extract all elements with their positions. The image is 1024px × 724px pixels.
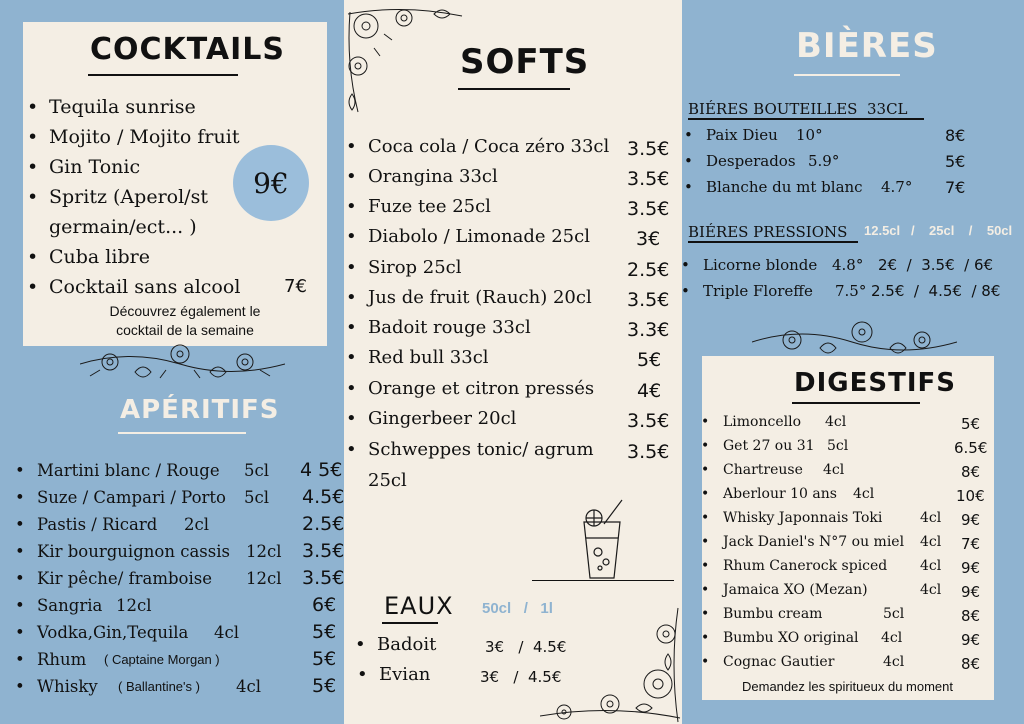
digestif-size: 4cl xyxy=(853,486,875,502)
cocktails-list xyxy=(49,92,240,302)
biere-name: • Blanche du mt blanc xyxy=(706,178,863,196)
digestif-name: • Rhum Canerock spiced xyxy=(723,558,887,574)
aperitif-size: 5cl xyxy=(244,461,270,480)
cocktails-note xyxy=(70,302,300,340)
eau-price: 3€ / 4.5€ xyxy=(485,638,567,656)
soft-name: • Red bull 33cl xyxy=(368,347,489,368)
aperitif-price: 3.5€ xyxy=(302,567,345,589)
aperitif-size: 4cl xyxy=(236,677,262,696)
softs-title-underline xyxy=(458,88,570,90)
aperitifs-title: APÉRITIFS xyxy=(120,395,280,425)
note-line: Découvrez également le xyxy=(109,303,261,319)
digestif-price: 9€ xyxy=(961,511,981,529)
digestif-price: 9€ xyxy=(961,631,981,649)
eaux-title: EAUX xyxy=(384,592,454,620)
soft-name: • Fuze tee 25cl xyxy=(368,196,491,217)
soft-price: 3.3€ xyxy=(627,319,670,341)
digestif-name: • Jamaica XO (Mezan) xyxy=(723,582,868,598)
glass-icon xyxy=(574,498,630,582)
list-item-continued: germain/ect... ) xyxy=(49,216,197,238)
sans-alcool-price: 7€ xyxy=(284,276,307,297)
digestif-name: • Bumbu cream xyxy=(723,606,822,622)
aperitif-size: 2cl xyxy=(184,515,210,534)
aperitif-price: 4.5€ xyxy=(302,486,345,508)
badge-price: 9€ xyxy=(253,166,289,200)
aperitif-price: 6€ xyxy=(312,594,337,616)
eaux-title-underline xyxy=(382,622,438,624)
aperitif-name: • Vodka,Gin,Tequila xyxy=(37,623,188,642)
digestif-price: 9€ xyxy=(961,559,981,577)
digestif-price: 10€ xyxy=(956,487,985,505)
biere-price: 8€ xyxy=(945,126,966,145)
aperitif-size: 12cl xyxy=(246,569,282,588)
biere-abv: 5.9° xyxy=(808,152,840,170)
bouteilles-underline xyxy=(688,118,924,120)
pressions-sizes: 12.5cl / 25cl / 50cl xyxy=(864,223,1013,238)
list-item: • Mojito / Mojito fruit xyxy=(49,122,240,152)
list-item: • Spritz (Aperol/st xyxy=(49,182,240,212)
digestif-price: 8€ xyxy=(961,655,981,673)
floral-decoration xyxy=(752,318,957,360)
digestif-name: • Get 27 ou 31 xyxy=(723,438,815,454)
aperitif-size: 4cl xyxy=(214,623,240,642)
soft-price: 3.5€ xyxy=(627,410,670,432)
soft-name: • Orangina 33cl xyxy=(368,166,498,187)
biere-price: 7€ xyxy=(945,178,966,197)
bieres-bouteilles-heading: BIÉRES BOUTEILLES 33CL xyxy=(688,100,908,118)
digestif-name: • Aberlour 10 ans xyxy=(723,486,837,502)
aperitif-subtitle: ( Ballantine's ) xyxy=(118,679,200,694)
biere-name: • Licorne blonde xyxy=(703,256,817,274)
digestifs-card xyxy=(702,356,994,700)
biere-price: 2€ / 3.5€ / 6€ xyxy=(878,256,994,274)
digestif-name: • Whisky Japonnais Toki xyxy=(723,510,882,526)
aperitif-name: • Rhum xyxy=(37,650,86,669)
aperitif-name: • Whisky xyxy=(37,677,98,696)
bieres-pressions-heading: BIÉRES PRESSIONS xyxy=(688,223,848,241)
list-item: • Cuba libre xyxy=(49,242,240,272)
digestif-name: • Cognac Gautier xyxy=(723,654,834,670)
soft-name: • Jus de fruit (Rauch) 20cl xyxy=(368,287,592,308)
eau-price: 3€ / 4.5€ xyxy=(480,668,562,686)
digestif-price: 5€ xyxy=(961,415,981,433)
digestifs-title-underline xyxy=(792,402,920,404)
aperitif-price: 2.5€ xyxy=(302,513,345,535)
digestif-name: • Chartreuse xyxy=(723,462,803,478)
digestif-size: 4cl xyxy=(920,558,942,574)
bieres-title-underline xyxy=(794,74,900,76)
aperitif-name: • Suze / Campari / Porto xyxy=(37,488,226,507)
soft-price: 3€ xyxy=(636,228,661,250)
soft-price: 3.5€ xyxy=(627,289,670,311)
pressions-underline xyxy=(688,241,858,243)
biere-abv: 4.7° xyxy=(881,178,913,196)
soft-price: 3.5€ xyxy=(627,168,670,190)
soft-name: • Schweppes tonic/ agrum xyxy=(368,439,594,460)
digestifs-title: DIGESTIFS xyxy=(794,368,956,398)
biere-abv: 7.5° xyxy=(835,282,867,300)
digestif-name: • Limoncello xyxy=(723,414,801,430)
aperitif-price: 3.5€ xyxy=(302,540,345,562)
divider-line xyxy=(532,580,674,581)
floral-decoration xyxy=(80,344,285,386)
soft-name: • Coca cola / Coca zéro 33cl xyxy=(368,136,609,157)
bieres-title: BIÈRES xyxy=(796,26,938,66)
list-item: • Cocktail sans alcool xyxy=(49,272,240,302)
eau-name: • Badoit xyxy=(377,634,436,655)
cocktails-price-badge xyxy=(233,145,309,221)
digestif-price: 6.5€ xyxy=(954,439,988,457)
aperitif-name: • Kir pêche/ framboise xyxy=(37,569,212,588)
aperitif-name: • Pastis / Ricard xyxy=(37,515,157,534)
soft-name: • Gingerbeer 20cl xyxy=(368,408,516,429)
digestif-size: 4cl xyxy=(920,534,942,550)
biere-price: 2.5€ / 4.5€ / 8€ xyxy=(871,282,1001,300)
biere-price: 5€ xyxy=(945,152,966,171)
softs-title: SOFTS xyxy=(460,42,590,82)
digestifs-footer: Demandez les spiritueux du moment xyxy=(742,679,953,694)
biere-name: • Paix Dieu xyxy=(706,126,778,144)
soft-name: • Sirop 25cl xyxy=(368,257,462,278)
aperitif-size: 12cl xyxy=(246,542,282,561)
aperitif-price: 5€ xyxy=(312,648,337,670)
biere-name: • Desperados xyxy=(706,152,796,170)
aperitif-price: 5€ xyxy=(312,621,337,643)
eau-name: • Evian xyxy=(379,664,430,685)
digestif-size: 4cl xyxy=(883,654,905,670)
soft-name: • Diabolo / Limonade 25cl xyxy=(368,226,590,247)
aperitifs-title-underline xyxy=(118,432,246,434)
digestif-size: 5cl xyxy=(827,438,849,454)
list-item: • Gin Tonic xyxy=(49,152,240,182)
digestif-name: • Bumbu XO original xyxy=(723,630,859,646)
digestif-size: 4cl xyxy=(920,510,942,526)
soft-size-continued: 25cl xyxy=(368,470,407,491)
aperitif-name: • Martini blanc / Rouge xyxy=(37,461,220,480)
aperitif-price: 4 5€ xyxy=(300,459,343,481)
soft-price: 3.5€ xyxy=(627,198,670,220)
aperitif-subtitle: ( Captaine Morgan ) xyxy=(104,652,220,667)
digestif-price: 8€ xyxy=(961,607,981,625)
list-item: • Tequila sunrise xyxy=(49,92,240,122)
digestif-size: 4cl xyxy=(920,582,942,598)
digestif-size: 4cl xyxy=(881,630,903,646)
aperitif-price: 5€ xyxy=(312,675,337,697)
aperitif-name: • Kir bourguignon cassis xyxy=(37,542,230,561)
floral-corner-bottom-right xyxy=(540,604,682,724)
eaux-sizes: 50cl / 1l xyxy=(482,600,553,617)
biere-name: • Triple Floreffe xyxy=(703,282,813,300)
digestif-price: 7€ xyxy=(961,535,981,553)
soft-price: 2.5€ xyxy=(627,259,670,281)
cocktails-title-underline xyxy=(88,74,238,76)
digestif-name: • Jack Daniel's N°7 ou miel xyxy=(723,534,904,550)
digestif-size: 4cl xyxy=(823,462,845,478)
biere-abv: 4.8° xyxy=(832,256,864,274)
biere-abv: 10° xyxy=(796,126,823,144)
digestif-price: 8€ xyxy=(961,463,981,481)
soft-price: 4€ xyxy=(637,380,662,402)
soft-name: • Badoit rouge 33cl xyxy=(368,317,531,338)
digestif-size: 4cl xyxy=(825,414,847,430)
digestif-price: 9€ xyxy=(961,583,981,601)
digestif-size: 5cl xyxy=(883,606,905,622)
floral-corner-top-left xyxy=(344,4,464,114)
soft-name: • Orange et citron pressés xyxy=(368,378,594,399)
aperitif-size: 5cl xyxy=(244,488,270,507)
soft-price: 3.5€ xyxy=(627,441,670,463)
note-line: cocktail de la semaine xyxy=(116,322,254,338)
aperitif-size: 12cl xyxy=(116,596,152,615)
cocktails-title: COCKTAILS xyxy=(90,32,286,67)
soft-price: 5€ xyxy=(637,349,662,371)
aperitif-name: • Sangria xyxy=(37,596,102,615)
soft-price: 3.5€ xyxy=(627,138,670,160)
